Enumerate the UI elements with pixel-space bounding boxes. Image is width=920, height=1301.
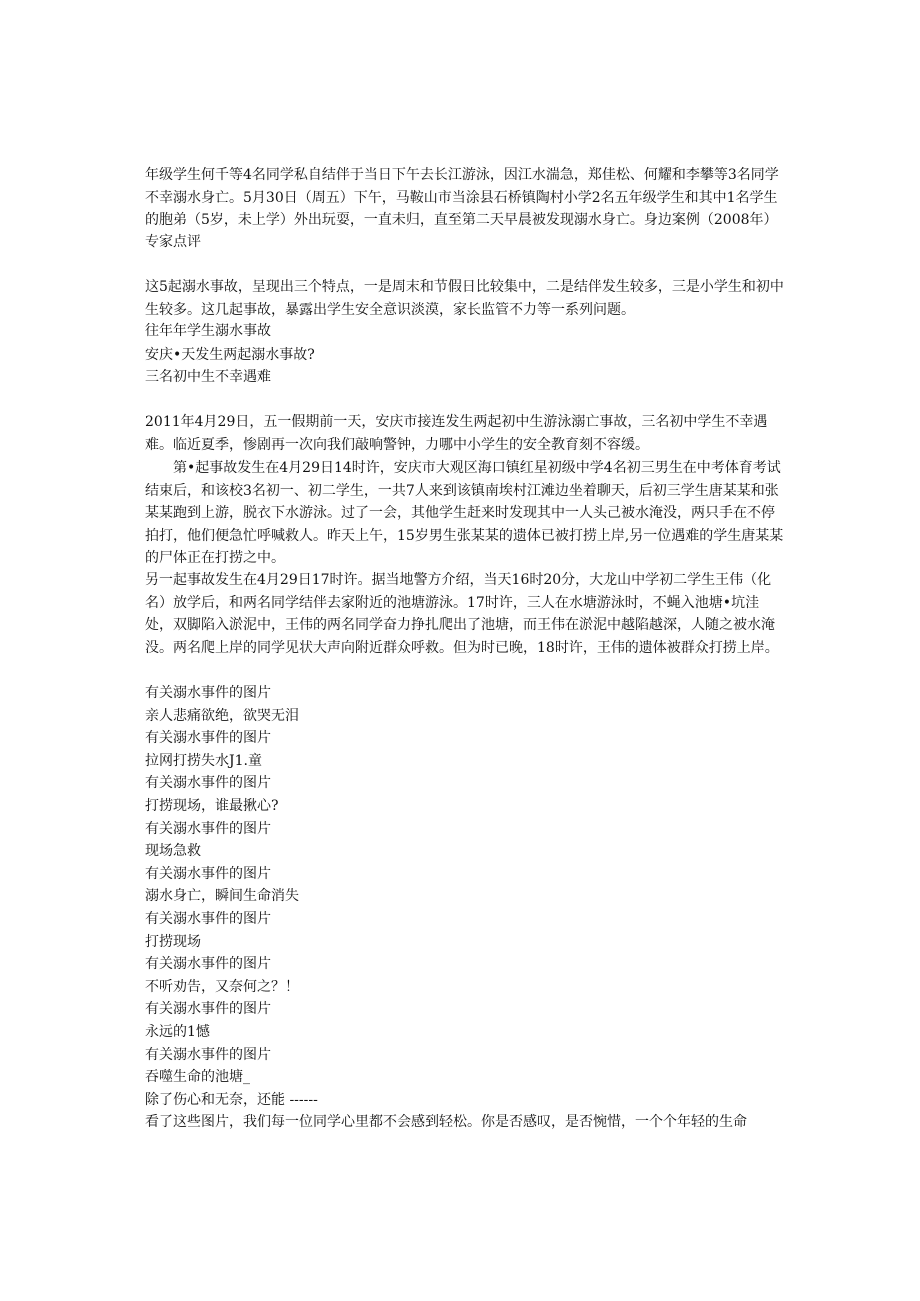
caption-line: 不听劝告，又奈何之？！	[145, 979, 299, 995]
caption-line: 有关溺水事件的图片	[145, 866, 271, 882]
anqing-heading: 安庆•天发生两起溺水事故?	[145, 347, 315, 363]
caption-line: 有关溺水事件的图片	[145, 685, 271, 701]
paragraph-second-event: 另一起事故发生在4月29日17时许。据当地警方介绍，当天16时20分，大龙山中学初二学生王伟（化名）放学后，和两名同学结伴去家附近的池塘游泳。17时许，三人在水塘游泳时，不蝇入池塘•坑洼处，双脚陷入淤泥中，王伟的两名同学奋力挣扎爬出了池塘，而王伟在淤泥中越陷越深，人随之被水淹没。两名爬上岸的同学见状大声向附近群众呼救。但为时已晚，18时许，王伟的遗体被群众打捞上岸。	[145, 572, 779, 656]
caption-line: 打捞现场	[145, 934, 201, 950]
caption-line: 有关溺水事件的图片	[145, 1001, 271, 1017]
caption-line: 吞噬生命的池塘_	[145, 1069, 250, 1085]
caption-line: 有关溺水事件的图片	[145, 911, 271, 927]
caption-line: 打捞现场，谁最揪心?	[145, 798, 279, 814]
caption-line: 现场急救	[145, 843, 201, 859]
caption-line: 拉网打捞失水J1.童	[145, 753, 262, 769]
caption-line: 亲人悲痛欲绝，欲哭无泪	[145, 708, 299, 724]
paragraph-first-event: 第•起事故发生在4月29日14时许，安庆市大观区海口镇红星初级中学4名初三男生在中考体育考试结束后，和该校3名初一、初二学生，一共7人来到该镇南埃村江滩边坐着聊天，后初三学生唐某某和张某某跑到上游，脱衣下水游泳。过了一会，其他学生赶来时发现其中一人头己被水淹没，两只手在不停拍打，他们便急忙呼喊救人。昨天上午，15岁男生张某某的遗体已被打捞上岸,另一位遇难的学生唐某某的尸体正在打捞之中。	[145, 460, 784, 566]
caption-line: 有关溺水事件的图片	[145, 956, 271, 972]
victims-heading: 三名初中生不幸遇难	[145, 369, 271, 385]
expert-heading: 专家点评	[145, 234, 201, 250]
paragraph-2011: 2011年4月29日，五一假期前一天，安庆市接连发生两起初中生游泳溺亡事故，三名初中学生不幸遇难。临近夏季，惨剧再一次向我们敲响警钟，力哪中小学生的安全教育刻不容缓。	[145, 414, 768, 453]
closing-line: 看了这些图片，我们每一位同学心里都不会感到轻松。你是否感叹，是否惋惜，一个个年轻的生命	[145, 1114, 747, 1130]
caption-line: 有关溺水事件的图片	[145, 821, 271, 837]
caption-line: 有关溺水事件的图片	[145, 730, 271, 746]
caption-line: 永远的1憾	[145, 1024, 210, 1040]
intro-paragraph: 年级学生何千等4名同学私自结伴于当日下午去长江游泳，因江水湍急，郑佳松、何耀和李攀等3名同学不幸溺水身亡。5月30日（周五）下午，马鞍山市当涂县石桥镇陶村小学2名五年级学生和其中1名学生的胞弟（5岁，未上学）外出玩耍，一直未归，直至第二天早晨被发现溺水身亡。身边案例（2008年）	[145, 167, 779, 228]
caption-line: 溺水身亡，瞬间生命消失	[145, 888, 299, 904]
past-accidents-heading: 往年年学生溺水事故	[145, 323, 271, 339]
caption-line: 除了伤心和无奈，还能 ------	[145, 1092, 318, 1108]
caption-line: 有关溺水事件的图片	[145, 1047, 271, 1063]
caption-line: 有关溺水事件的图片	[145, 775, 271, 791]
expert-paragraph: 这5起溺水事故，呈现出三个特点，一是周末和节假日比较集中，二是结伴发生较多，三是小学生和初中生较多。这几起事故，暴露出学生安全意识淡漠，家长监管不力等一系列问题。	[145, 279, 784, 318]
